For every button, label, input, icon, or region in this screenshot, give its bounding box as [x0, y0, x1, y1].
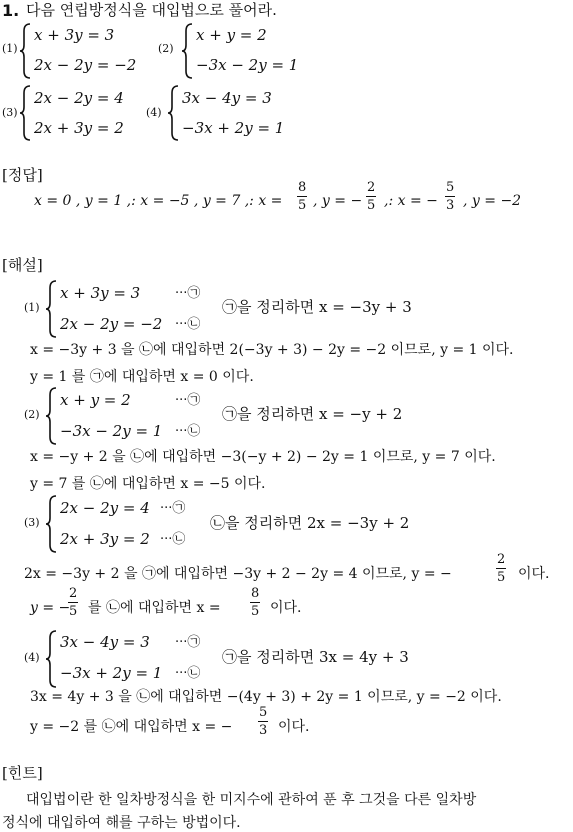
answer-text-2: , y = − [313, 193, 363, 209]
marker-1: ···㉠ [175, 635, 201, 650]
sol-3-eq1: 2x − 2y = 4 [60, 499, 150, 517]
item-1-eq1: x + 3y = 3 [34, 26, 115, 44]
sol-1-rearrange: ㉠을 정리하면 x = −3y + 3 [222, 298, 412, 316]
item-2-eq2: −3x − 2y = 1 [196, 56, 299, 74]
sol-4-eq2: −3x + 2y = 1 [60, 664, 163, 682]
hint-line2: 정식에 대입하여 해를 구하는 방법이다. [2, 815, 241, 831]
item-1-label: (1) [2, 42, 18, 55]
item-1-eq2: 2x − 2y = −2 [34, 56, 137, 74]
brace [46, 630, 58, 688]
answer-header: [정답] [2, 166, 43, 184]
item-4-eq2: −3x + 2y = 1 [182, 119, 285, 137]
sol-2-eq1: x + y = 2 [60, 391, 131, 409]
brace [182, 23, 194, 79]
item-3-eq1: 2x − 2y = 4 [34, 89, 124, 107]
fraction [366, 181, 376, 212]
fraction [445, 181, 455, 212]
brace [46, 387, 58, 445]
sol-4-rearrange: ㉠을 정리하면 3x = 4y + 3 [222, 648, 409, 666]
sol-3-eq2: 2x + 3y = 2 [60, 530, 150, 548]
brace [46, 495, 58, 553]
sol-1-label: (1) [24, 301, 40, 314]
sol-1-eq1: x + 3y = 3 [60, 284, 141, 302]
sol-2-line2: y = 7 를 ㉡에 대입하면 x = −5 이다. [30, 476, 266, 492]
fraction [258, 706, 268, 737]
sol-3-line1-end: 이다. [518, 566, 550, 582]
brace [46, 280, 58, 338]
brace [168, 85, 180, 141]
sol-4-line1: 3x = 4y + 3 을 ㉡에 대입하면 −(4y + 3) + 2y = 1 이므로, y = −2 이다. [30, 689, 502, 705]
hint-line1: 대입법이란 한 일차방정식을 한 미지수에 관하여 푼 후 그것을 다른 일차방 [26, 792, 477, 808]
marker-2: ···㉡ [175, 666, 201, 681]
sol-3-line2-b: 를 ㉡에 대입하면 x = [88, 600, 221, 616]
numerator: 8 [298, 180, 307, 195]
brace [20, 85, 32, 141]
item-4-eq1: 3x − 4y = 3 [182, 89, 272, 107]
sol-1-line2: y = 1 를 ㉠에 대입하면 x = 0 이다. [30, 369, 254, 385]
denominator: 5 [69, 604, 78, 619]
sol-2-label: (2) [24, 408, 40, 421]
problem-number: 1. [2, 1, 20, 20]
fraction [297, 181, 307, 212]
denominator: 5 [298, 198, 307, 213]
numerator: 8 [251, 586, 260, 601]
sol-3-line2-a: y = − [30, 600, 71, 616]
item-4-label: (4) [146, 106, 162, 119]
denominator: 3 [446, 198, 455, 213]
marker-2: ···㉡ [160, 532, 186, 547]
sol-3-rearrange: ㉡을 정리하면 2x = −3y + 2 [210, 514, 410, 532]
brace [20, 23, 32, 79]
denominator: 5 [367, 198, 376, 213]
answer-text-3: ,: x = − [384, 193, 438, 209]
marker-1: ···㉠ [160, 501, 186, 516]
marker-2: ···㉡ [175, 424, 201, 439]
sol-1-eq2: 2x − 2y = −2 [60, 315, 163, 333]
marker-1: ···㉠ [175, 286, 201, 301]
numerator: 2 [497, 552, 506, 567]
answer-text-4: , y = −2 [463, 193, 522, 209]
denominator: 5 [497, 570, 506, 585]
item-2-label: (2) [158, 42, 174, 55]
sol-2-eq2: −3x − 2y = 1 [60, 422, 163, 440]
sol-3-label: (3) [24, 516, 40, 529]
item-2-eq1: x + y = 2 [196, 26, 267, 44]
sol-4-label: (4) [24, 651, 40, 664]
denominator: 5 [251, 604, 260, 619]
explanation-header: [해설] [2, 256, 43, 274]
sol-3-line1: 2x = −3y + 2 을 ㉠에 대입하면 −3y + 2 − 2y = 4 이므로, y = − [24, 566, 452, 582]
sol-2-line1: x = −y + 2 을 ㉡에 대입하면 −3(−y + 2) − 2y = 1 이므로, y = 7 이다. [30, 449, 496, 465]
marker-2: ···㉡ [175, 317, 201, 332]
fraction [496, 553, 506, 584]
fraction [250, 587, 260, 618]
item-3-eq2: 2x + 3y = 2 [34, 119, 124, 137]
hint-header: [힌트] [2, 764, 43, 782]
problem-instruction: 다음 연립방정식을 대입법으로 풀어라. [26, 1, 277, 19]
numerator: 5 [259, 705, 268, 720]
sol-2-rearrange: ㉠을 정리하면 x = −y + 2 [222, 405, 403, 423]
sol-4-line2-end: 이다. [278, 719, 310, 735]
numerator: 2 [367, 180, 376, 195]
item-3-label: (3) [2, 106, 18, 119]
sol-3-line2-end: 이다. [270, 600, 302, 616]
numerator: 2 [69, 586, 78, 601]
sol-4-eq1: 3x − 4y = 3 [60, 633, 150, 651]
marker-1: ···㉠ [175, 393, 201, 408]
answer-text-1: x = 0 , y = 1 ,: x = −5 , y = 7 ,: x = [34, 193, 283, 209]
numerator: 5 [446, 180, 455, 195]
denominator: 3 [259, 723, 268, 738]
sol-4-line2: y = −2 를 ㉡에 대입하면 x = − [30, 719, 233, 735]
sol-1-line1: x = −3y + 3 을 ㉡에 대입하면 2(−3y + 3) − 2y = −2 이므로, y = 1 이다. [30, 342, 514, 358]
fraction [68, 587, 78, 618]
